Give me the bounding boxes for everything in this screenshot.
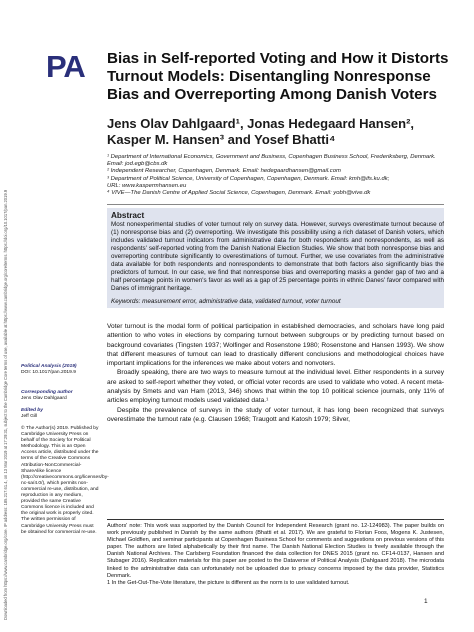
affiliation-3[interactable]: ³ Department of Political Science, University of Copenhagen, Copenhagen, Denmark. Email: kmh@ifs.ku.dk; xyxy=(107,175,390,182)
page-number: 1 xyxy=(424,598,428,605)
abstract-text: Most nonexperimental studies of voter turnout rely on survey data. However, surveys overestimate turnout because of (1) nonresponse bias and (2) overreporting. We investigate this possibility using a rich dataset of Danish voters, which includes validated turnout indicators from administrative data for both respondents and nonrespondents, as well as respondents' self-reported voting from the Danish National Election Studies. We show that both nonresponse bias and overreporting contribute significantly to overestimations of turnout. Further, we use covariates from the administrative data available for both respondents and nonrespondents to demonstrate that both factors also significantly bias the predictors of turnout. In our case, we find that nonresponse bias and overreporting masks a gender gap of two and a half percentage points in women's favor as well as a gap of 25 percentage points in ethnic Danes' favor compared with Danes of immigrant heritage. xyxy=(111,221,444,293)
affiliation-2[interactable]: ² Independent Researcher, Copenhagen, Denmark. Email: hedegaardhansen@gmail.com xyxy=(107,168,341,175)
download-side-note-text: Downloaded from https://www.cambridge.org/core. IP address: 185.217.61.4, on 13 Mar 2019 at 17:29:31, subject to the Cambridge Core terms of use, available at https://www.cambridge.org/core/terms. https://doi.org/10.1017/pan.2019.9 xyxy=(3,189,8,620)
affiliation-4[interactable]: ⁴ VIVE—The Danish Centre of Applied Social Science, Copenhagen, Denmark. Email: yobh@vive.dk xyxy=(107,190,371,197)
body-paragraph-2: Broadly speaking, there are two ways to measure turnout at the individual level. Either respondents in a survey are asked to self-report whether they voted, or official voter records are used to validate who voted. A recent meta-analysis by Smets and van Ham (2013, 346) shows that within the top 10 political science journals, only 11% of articles employing turnout models used validated data.¹ xyxy=(107,369,444,405)
affiliation-3-url[interactable]: URL: www.kaspermhansen.eu xyxy=(107,182,187,189)
article-title: Bias in Self-reported Voting and How it Distorts Turnout Models: Disentangling Nonresponse Bias and Overreporting Among Danish Voters xyxy=(107,50,449,103)
affiliations xyxy=(107,154,452,197)
doi[interactable]: DOI: 10.1017/pan.2019.9 xyxy=(21,370,76,376)
keywords-list: measurement error, administrative data, validated turnout, voter turnout xyxy=(142,298,341,305)
editor-info xyxy=(21,408,99,420)
corresponding-label: Corresponding author xyxy=(21,390,73,395)
editor-name: Jeff Gill xyxy=(21,414,38,420)
keywords xyxy=(111,298,444,305)
edited-label: Edited by xyxy=(21,408,44,413)
article-body xyxy=(107,322,444,424)
corresponding-name: Jens Olav Dahlgaard xyxy=(21,396,67,402)
authors-note: Authors' note: This work was supported by the Danish Council for Independent Research (grant no. 12-124983). The paper builds on work previously published in Danish by the same authors (Bhatti et al. 2017). We are grateful to Florian Foos, Mogens K. Justesen, Michael Goldfien, and seminar participants at Copenhagen Business School for comments and suggestions on previous versions of this paper. The authors are listed alphabetically by their first name. The Danish National Election Studies is freely available through the Danish National Archives. The Carlsberg Foundation financed the data collection for DNES 2015 (grant no. CF14-0137, Hansen and Stubager 2016). Replication materials for this paper are posted to the Dataverse of Political Analysis (Dahlgaard 2018). The microdata linked to the administrative data can unfortunately not be uploaded due to privacy concerns imposed by the data provider, Statistics Denmark. xyxy=(107,523,444,579)
journal-logo: PA xyxy=(46,49,85,84)
author-list: Jens Olav Dahlgaard¹, Jonas Hedegaard Hansen², Kasper M. Hansen³ and Yosef Bhatti⁴ xyxy=(107,116,415,147)
footnotes xyxy=(107,519,444,587)
journal-label: Political Analysis (2019) xyxy=(21,364,77,369)
keywords-label: Keywords: xyxy=(111,298,141,305)
abstract-heading: Abstract xyxy=(111,211,145,220)
footnote-1: 1 In the Get-Out-The-Vote literature, the picture is different as the norm is to use validated turnout. xyxy=(107,579,350,586)
body-paragraph-1: Voter turnout is the modal form of political participation in established democracies, and scholars have long paid attention to who votes in elections by comparing turnout between subgroups or by predicting turnout based on background covariates (Tingsten 1937; Wolfinger and Rosenstone 1980; Rosenstone and Hansen 1993). We show that different measures of turnout can lead to drastically different conclusions and methodological choices have important implications for the inferences we make about voters and nonvoters. xyxy=(107,323,444,368)
body-paragraph-3: Despite the prevalence of surveys in the study of voter turnout, it has long been recognized that surveys overestimate the turnout rate (e.g. Clausen 1968; Traugott and Katosh 1979; Silver, xyxy=(107,406,444,423)
license-info: © The Author(s) 2019. Published by Cambridge University Press on behalf of the Society for Political Methodology. This is an Open Access article, distributed under the terms of the Creative Commons Attribution-NonCommercial-ShareAlike licence (http://creativecommons.org/licenses/by-nc-sa/4.0/), which permits non-commercial re-use, distribution, and reproduction in any medium, provided the same Creative Commons licence is included and the original work is properly cited. The written permission of Cambridge University Press must be obtained for commercial re-use. xyxy=(21,426,109,535)
affiliation-1: ¹ Department of International Economics, Government and Business, Copenhagen Business School, Frederiksberg, Denmark. xyxy=(107,154,436,160)
download-side-note xyxy=(1,80,13,620)
journal-info xyxy=(21,364,99,376)
affiliation-1-email[interactable]: Email: jod.egb@cbs.dk xyxy=(107,161,168,168)
divider xyxy=(107,204,444,205)
corresponding-author-info xyxy=(21,390,99,402)
